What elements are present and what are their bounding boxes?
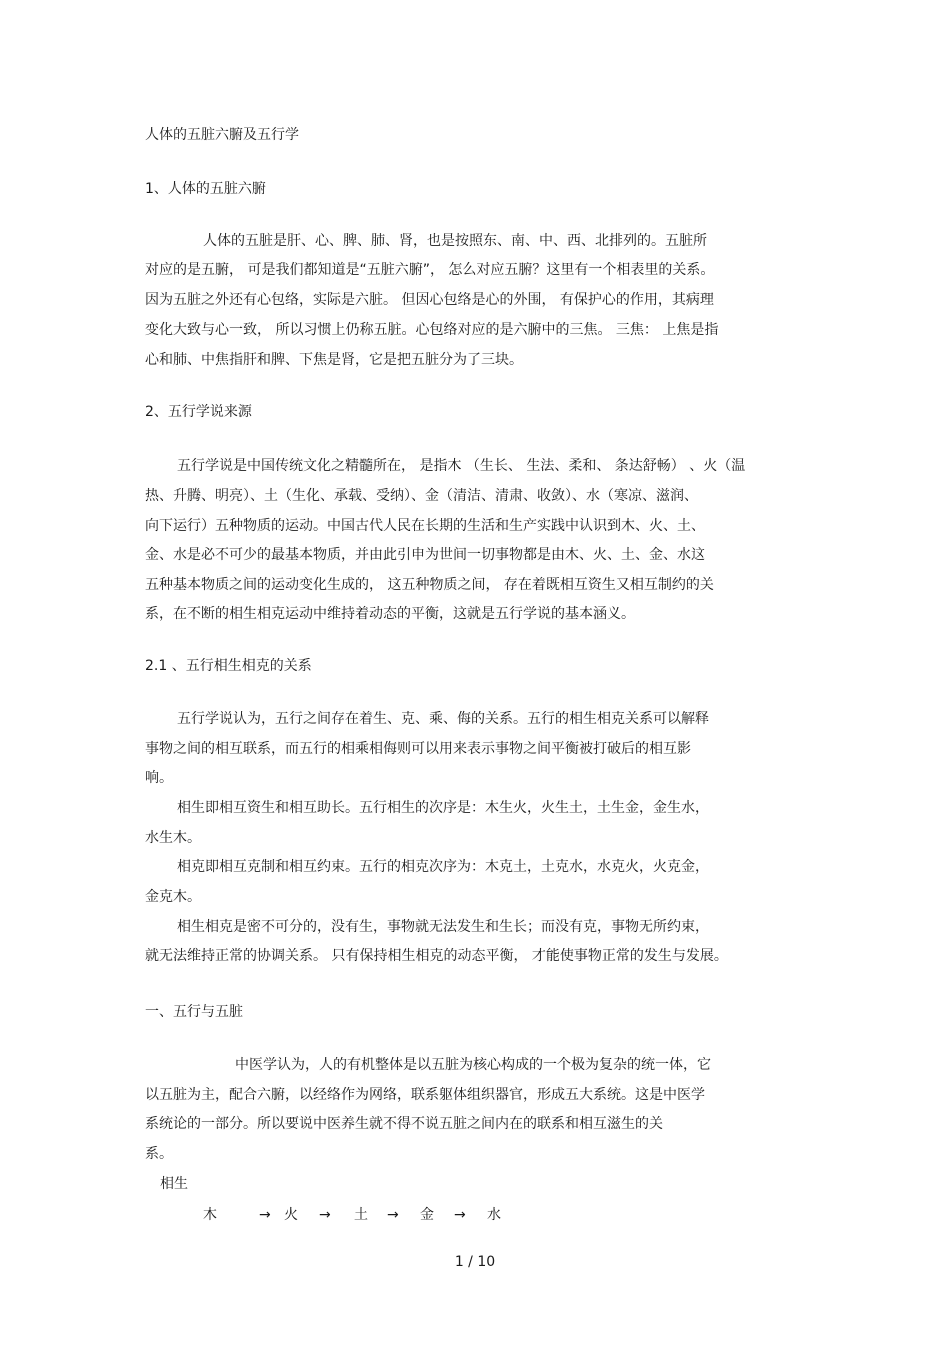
- paragraph-line: 对应的是五腑， 可是我们都知道是“五脏六腑”， 怎么对应五腑？这里有一个相表里的关系。: [145, 262, 715, 278]
- element-water: 水: [487, 1207, 501, 1223]
- section-heading-3: 一、五行与五脏: [145, 1004, 243, 1020]
- paragraph-line: 五行学说是中国传统文化之精髓所在， 是指木 （生长、 生法、柔和、 条达舒畅） 、火（温: [177, 458, 746, 474]
- paragraph-line: 五行学说认为，五行之间存在着生、克、乘、侮的关系。五行的相生相克关系可以解释: [177, 711, 709, 727]
- section-heading-2-1: 2.1 、五行相生相克的关系: [145, 658, 312, 674]
- element-wood: 木: [203, 1207, 217, 1223]
- paragraph-line: 金克木。: [145, 889, 201, 905]
- paragraph-line: 响。: [145, 770, 173, 786]
- paragraph-line: 热、升腾、明亮）、土（生化、承载、受纳）、金（清洁、清肃、收敛）、水（寒凉、滋润、: [145, 488, 698, 504]
- paragraph-line: 以五脏为主，配合六腑，以经络作为网络，联系躯体组织器官，形成五大系统。这是中医学: [145, 1087, 705, 1103]
- paragraph-line: 向下运行）五种物质的运动。中国古代人民在长期的生活和生产实践中认识到木、火、土、: [145, 518, 705, 534]
- paragraph-line: 中医学认为，人的有机整体是以五脏为核心构成的一个极为复杂的统一体，它: [235, 1057, 711, 1073]
- element-earth: 土: [354, 1207, 368, 1223]
- section-heading-1: 1、人体的五脏六腑: [145, 181, 266, 197]
- paragraph-line: 五种基本物质之间的运动变化生成的， 这五种物质之间， 存在着既相互资生又相互制约的关: [145, 577, 714, 593]
- page-number: 1 / 10: [454, 1254, 496, 1270]
- paragraph-line: 因为五脏之外还有心包络，实际是六脏。 但因心包络是心的外围， 有保护心的作用，其病理: [145, 292, 714, 308]
- arrow-icon: →: [454, 1207, 466, 1223]
- section-heading-2: 2、五行学说来源: [145, 404, 252, 420]
- paragraph-line: 人体的五脏是肝、心、脾、肺、肾，也是按照东、南、中、西、北排列的。五脏所: [203, 233, 707, 249]
- paragraph-line: 心和肺、中焦指肝和脾、下焦是肾，它是把五脏分为了三块。: [145, 352, 523, 368]
- paragraph-line: 系，在不断的相生相克运动中维持着动态的平衡，这就是五行学说的基本涵义。: [145, 606, 635, 622]
- paragraph-line: 系统论的一部分。所以要说中医养生就不得不说五脏之间内在的联系和相互滋生的关: [145, 1116, 663, 1132]
- paragraph-line: 系。: [145, 1146, 173, 1162]
- paragraph-line: 相克即相互克制和相互约束。五行的相克次序为：木克土，土克水，水克火，火克金，: [177, 859, 709, 875]
- doc-title: 人体的五脏六腑及五行学: [145, 127, 299, 143]
- arrow-icon: →: [259, 1207, 271, 1223]
- paragraph-line: 相生相克是密不可分的，没有生，事物就无法发生和生长；而没有克，事物无所约束，: [177, 919, 709, 935]
- paragraph-line: 事物之间的相互联系，而五行的相乘相侮则可以用来表示事物之间平衡被打破后的相互影: [145, 741, 691, 757]
- arrow-icon: →: [387, 1207, 399, 1223]
- sheng-label: 相生: [160, 1176, 188, 1192]
- element-fire: 火: [284, 1207, 298, 1223]
- paragraph-line: 金、水是必不可少的最基本物质，并由此引申为世间一切事物都是由木、火、土、金、水这: [145, 547, 705, 563]
- paragraph-line: 变化大致与心一致， 所以习惯上仍称五脏。心包络对应的是六腑中的三焦。 三焦： 上焦是指: [145, 322, 719, 338]
- paragraph-line: 水生木。: [145, 830, 201, 846]
- element-metal: 金: [420, 1207, 434, 1223]
- arrow-icon: →: [319, 1207, 331, 1223]
- paragraph-line: 相生即相互资生和相互助长。五行相生的次序是：木生火，火生土，土生金，金生水，: [177, 800, 709, 816]
- paragraph-line: 就无法维持正常的协调关系。 只有保持相生相克的动态平衡， 才能使事物正常的发生与发展。: [145, 948, 728, 964]
